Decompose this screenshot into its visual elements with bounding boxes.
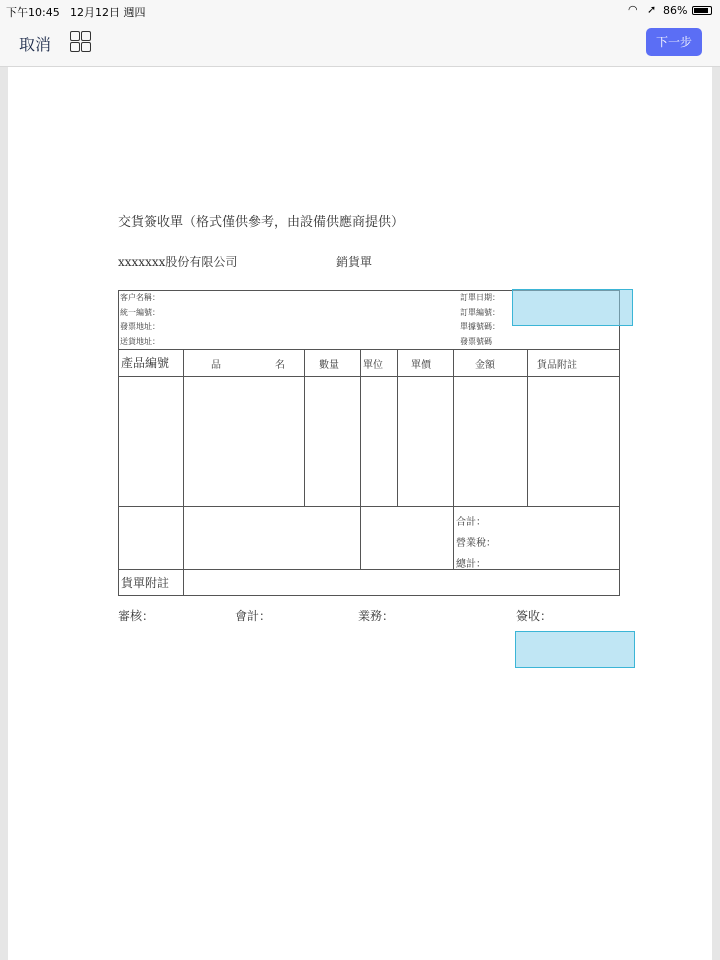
col-unit-price: 單價	[411, 360, 431, 371]
field-invoice-no: 發票號碼	[460, 336, 492, 346]
order-date-field-box[interactable]	[512, 289, 633, 326]
sig-sales: 業務：	[358, 609, 395, 623]
field-tax-id: 統一編號：	[120, 307, 160, 317]
field-invoice-address: 發票地址：	[120, 322, 160, 331]
grid-icon[interactable]	[70, 31, 92, 53]
next-step-button[interactable]: 下一步	[646, 28, 702, 56]
left-fields	[120, 291, 160, 349]
cancel-button[interactable]: 取消	[19, 35, 52, 54]
doc-title: 交貨簽收單（格式僅供參考，由設備供應商提供）	[118, 215, 405, 230]
sig-receipt: 簽收：	[516, 609, 553, 623]
form-table	[118, 290, 620, 596]
notes-label: 貨單附註	[121, 576, 170, 590]
battery-icon	[692, 6, 712, 15]
status-bar	[0, 0, 720, 22]
status-time: 下午10:45	[6, 6, 60, 19]
total-grand: 總計：	[456, 559, 486, 570]
right-fields	[460, 291, 500, 349]
col-notes: 貨品附註	[537, 360, 577, 371]
toolbar	[0, 22, 720, 67]
company-name: xxxxxxx股份有限公司	[118, 255, 238, 269]
field-order-no: 訂單編號：	[460, 307, 500, 317]
col-product-name-1: 品	[211, 360, 221, 371]
field-delivery-address: 送貨地址：	[120, 336, 160, 346]
total-tax: 營業稅：	[456, 538, 496, 549]
sig-accounting: 會計：	[235, 609, 272, 623]
col-quantity: 數量	[319, 360, 339, 371]
form-name: 銷貨單	[336, 255, 373, 269]
signature-field-box[interactable]	[515, 631, 635, 668]
field-order-date: 訂單日期：	[460, 293, 500, 302]
battery-percent: 86%	[663, 4, 688, 17]
col-unit: 單位	[363, 360, 383, 371]
field-doc-no: 單據號碼：	[460, 322, 500, 331]
totals	[456, 512, 496, 575]
field-customer: 客户名稱：	[120, 293, 160, 302]
col-amount: 金額	[475, 360, 495, 371]
wifi-icon: ◠	[628, 3, 638, 16]
sig-review: 審核：	[118, 609, 155, 623]
status-date: 12月12日 週四	[70, 6, 146, 19]
total-subtotal: 合計：	[456, 517, 486, 528]
col-product-name-2: 名	[275, 360, 285, 371]
col-product-code: 產品編號	[121, 356, 170, 370]
location-icon: ➚	[647, 3, 657, 16]
